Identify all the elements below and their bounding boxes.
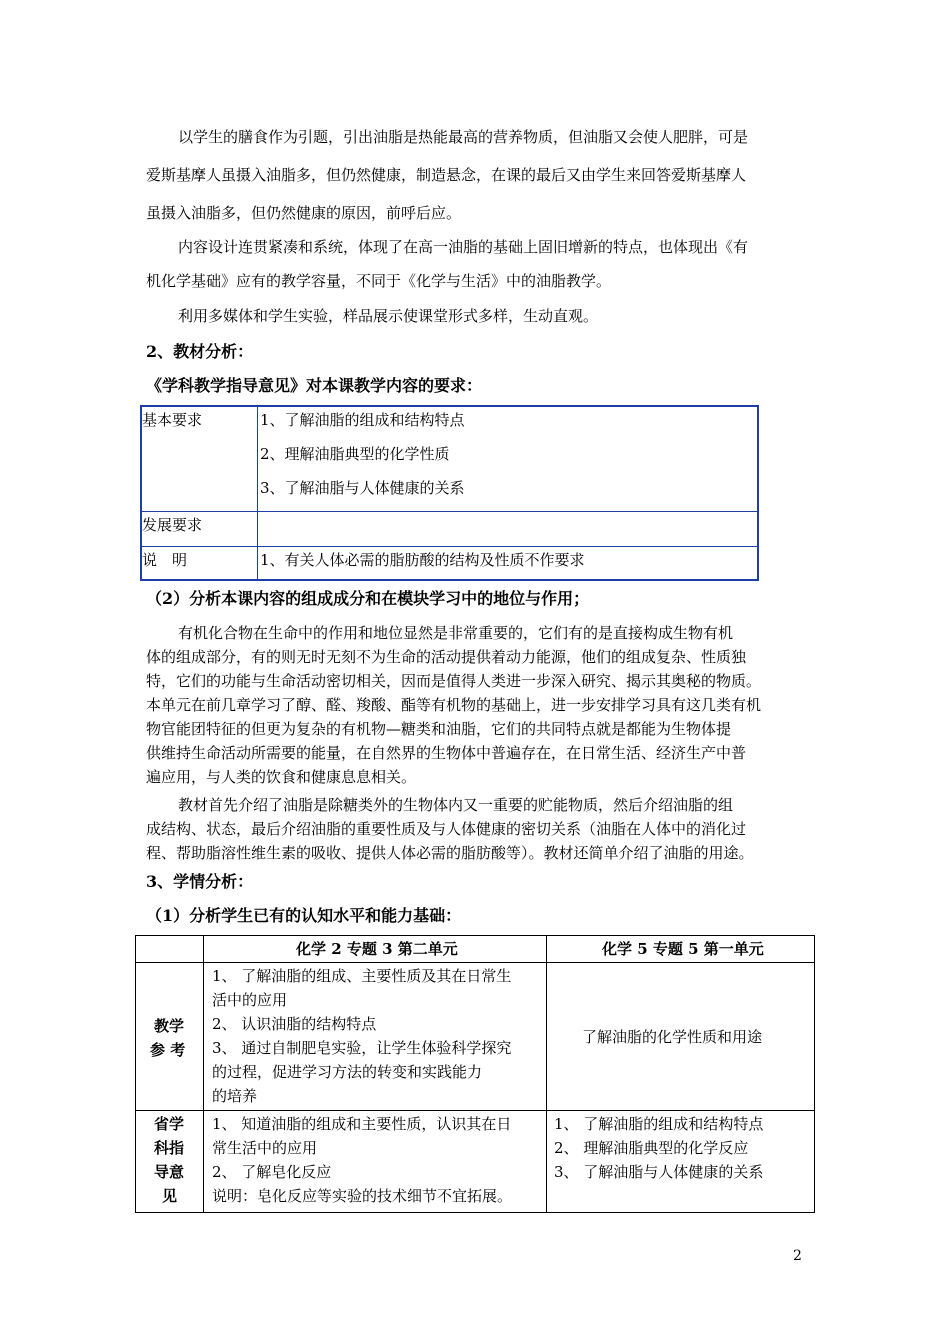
page-number: 2	[793, 1248, 802, 1264]
row-label-note: 说 明	[142, 551, 188, 569]
section2b-p1-line1: 有机化合物在生命中的作用和地位显然是非常重要的，它们有的是直接构成生物有机	[178, 624, 734, 642]
section3-subtitle: （1）分析学生已有的认知水平和能力基础：	[146, 906, 462, 925]
row2-label-line2: 科指	[154, 1139, 185, 1157]
intro-p3: 利用多媒体和学生实验，样品展示使课堂形式多样，生动直观。	[178, 307, 599, 325]
row2-col1-line1: 1、 知道油脂的组成和主要性质，认识其在日	[212, 1115, 512, 1133]
section2b-p1-line4: 本单元在前几章学习了醇、醛、羧酸、酯等有机物的基础上，进一步安排学习具有这几类有机	[146, 696, 762, 714]
table-col-divider	[546, 936, 547, 1212]
section3-title: 3、学情分析：	[146, 872, 254, 891]
row2-col1-line4: 说明：皂化反应等实验的技术细节不宜拓展。	[212, 1187, 513, 1205]
intro-p1-line3: 虽摄入油脂多，但仍然健康的原因，前呼后应。	[146, 204, 462, 222]
table-col-divider	[203, 936, 204, 1212]
note-item-1: 1、有关人体必需的脂肪酸的结构及性质不作要求	[260, 551, 585, 569]
row1-label-line1: 教学	[154, 1017, 185, 1035]
row2-label-line1: 省学	[154, 1115, 185, 1133]
basic-item-3: 3、了解油脂与人体健康的关系	[260, 479, 465, 497]
basic-item-2: 2、理解油脂典型的化学性质	[260, 445, 450, 463]
section2b-p1-line3: 特，它们的功能与生命活动密切相关，因而是值得人类进一步深入研究、揭示其奥秘的物质。	[146, 672, 762, 690]
row1-label-line2: 参 考	[150, 1041, 186, 1059]
intro-p1-line2: 爱斯基摩人虽摄入油脂多，但仍然健康，制造悬念，在课的最后又由学生来回答爱斯基摩人	[146, 166, 747, 184]
student-analysis-table	[135, 935, 815, 1213]
table-divider	[257, 407, 258, 579]
section2-subtitle: 《学科教学指导意见》对本课教学内容的要求：	[146, 376, 483, 395]
row-label-development: 发展要求	[142, 516, 203, 534]
basic-item-1: 1、了解油脂的组成和结构特点	[260, 411, 465, 429]
row2-label-line3: 导意	[154, 1163, 185, 1181]
row1-col1-line3: 2、 认识油脂的结构特点	[212, 1015, 377, 1033]
intro-p1-line1: 以学生的膳食作为引题，引出油脂是热能最高的营养物质，但油脂又会使人肥胖，可是	[178, 128, 749, 146]
section2b-p1-line2: 体的组成部分，有的则无时无刻不为生命的活动提供着动力能源，他们的组成复杂、性质独	[146, 648, 747, 666]
section2b-p2-line1: 教材首先介绍了油脂是除糖类外的生物体内又一重要的贮能物质，然后介绍油脂的组	[178, 796, 734, 814]
row1-col1-line6: 的培养	[212, 1087, 258, 1105]
row1-col1-line1: 1、 了解油脂的组成、主要性质及其在日常生	[212, 967, 512, 985]
row1-col1-line4: 3、 通过自制肥皂实验，让学生体验科学探究	[212, 1039, 512, 1057]
section2b-p1-line6: 供维持生命活动所需要的能量，在自然界的生物体中普遍存在，在日常生活、经济生产中普	[146, 744, 747, 762]
section2b-p2-line2: 成结构、状态，最后介绍油脂的重要性质及与人体健康的密切关系（油脂在人体中的消化过	[146, 820, 747, 838]
section2b-title: （2）分析本课内容的组成成分和在模块学习中的地位与作用；	[146, 589, 590, 608]
table-row-divider	[142, 546, 757, 547]
row1-col1-line2: 活中的应用	[212, 991, 288, 1009]
section2-title: 2、教材分析：	[146, 342, 254, 361]
row2-col1-line2: 常生活中的应用	[212, 1139, 318, 1157]
row2-col2-line1: 1、 了解油脂的组成和结构特点	[554, 1115, 764, 1133]
requirements-table	[140, 405, 759, 581]
table-row-divider	[142, 511, 757, 512]
intro-p2-line1: 内容设计连贯紧凑和系统，体现了在高一油脂的基础上固旧增新的特点，也体现出《有	[178, 238, 749, 256]
table-row-divider	[136, 962, 814, 963]
section2b-p1-line7: 遍应用，与人类的饮食和健康息息相关。	[146, 768, 417, 786]
row2-label-line4: 见	[162, 1187, 178, 1205]
row-label-basic: 基本要求	[142, 411, 203, 429]
row1-col2: 了解油脂的化学性质和用途	[582, 1028, 763, 1046]
row2-col2-line2: 2、 理解油脂典型的化学反应	[554, 1139, 749, 1157]
row2-col1-line3: 2、 了解皂化反应	[212, 1163, 332, 1181]
intro-p2-line2: 机化学基础》应有的教学容量，不同于《化学与生活》中的油脂教学。	[146, 272, 612, 290]
table-row-divider	[136, 1110, 814, 1111]
row1-col1-line5: 的过程，促进学习方法的转变和实践能力	[212, 1063, 483, 1081]
section2b-p2-line3: 程、帮助脂溶性维生素的吸收、提供人体必需的脂肪酸等）。教材还简单介绍了油脂的用途。	[146, 844, 754, 862]
header-chem5: 化学 5 专题 5 第一单元	[602, 940, 764, 958]
section2b-p1-line5: 物官能团特征的但更为复杂的有机物—糖类和油脂，它们的共同特点就是都能为生物体提	[146, 720, 732, 738]
header-chem2: 化学 2 专题 3 第二单元	[296, 940, 458, 958]
row2-col2-line3: 3、 了解油脂与人体健康的关系	[554, 1163, 764, 1181]
